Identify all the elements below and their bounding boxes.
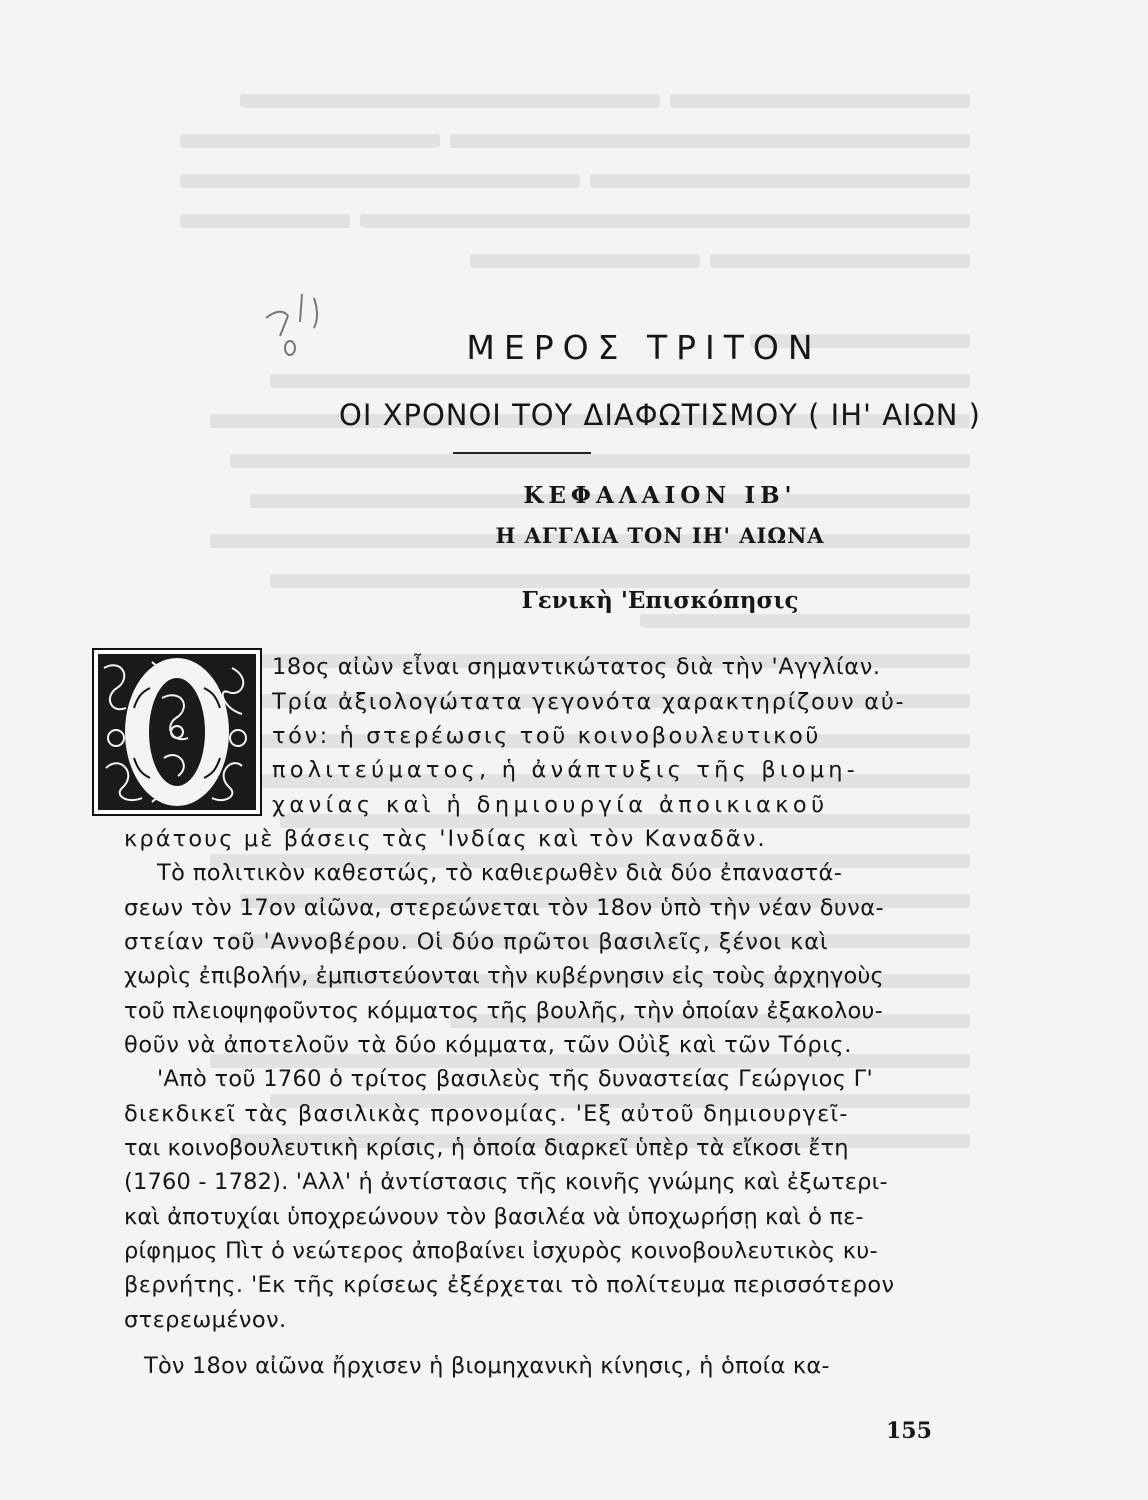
text-line-21: Τὸν 18ον αἰῶνα ἤρχισεν ἡ βιομηχανικὴ κίνησις, ἡ ὁποία κα- (144, 1353, 830, 1379)
part-title: ΜΕΡΟΣ ΤΡΙΤΟΝ (466, 328, 822, 367)
text-line-2: Τρία ἀξιολογώτατα γεγονότα χαρακτηρίζουν αὐ- (272, 689, 906, 715)
text-line-14: διεκδικεῖ τὰς βασιλικὰς προνομίας. 'Εξ αὐτοῦ δημιουργεῖ- (124, 1101, 849, 1127)
text-line-9: στείαν τοῦ 'Αννοβέρου. Οἱ δύο πρῶτοι βασιλεῖς, ξένοι καὶ (124, 929, 829, 955)
dropcap-letter: Ο (177, 748, 178, 749)
section-title: Γενικὴ 'Επισκόπησις (521, 587, 799, 614)
text-line-1: 18ος αἰὼν εἶναι σημαντικώτατος διὰ τὴν 'Αγγλίαν. (272, 654, 881, 680)
text-line-4: πολιτεύματος, ἡ ἀνάπτυξις τῆς βιομη- (272, 757, 860, 783)
text-line-11: τοῦ πλειοψηφοῦντος κόμματος τῆς βουλῆς, τὴν ὁποίαν ἐξακολου- (124, 998, 883, 1024)
text-line-7: Τὸ πολιτικὸν καθεστώς, τὸ καθιερωθὲν διὰ δύο ἐπαναστά- (157, 860, 843, 886)
chapter-label: ΚΕΦΑΛΑΙΟΝ ΙΒ' (523, 482, 797, 509)
text-line-15: ται κοινοβουλευτικὴ κρίσις, ἡ ὁποία διαρκεῖ ὑπὲρ τὰ εἴκοσι ἔτη (124, 1135, 849, 1161)
text-line-16: (1760 - 1782). 'Αλλ' ἡ ἀντίστασις τῆς κοινῆς γνώμης καὶ ἐξωτερι- (124, 1169, 888, 1195)
text-line-19: βερνήτης. 'Εκ τῆς κρίσεως ἐξέρχεται τὸ πολίτευμα περισσότερον (124, 1272, 895, 1298)
chapter-title: Η ΑΓΓΛΙΑ ΤΟΝ ΙΗ' ΑΙΩΝΑ (495, 523, 825, 548)
text-line-17: καὶ ἀποτυχίαι ὑποχρεώνουν τὸν βασιλέα νὰ ὑποχωρήσῃ καὶ ὁ πε- (124, 1204, 864, 1230)
text-line-20: στερεωμένον. (124, 1307, 287, 1333)
text-line-3: τόν: ἡ στερέωσις τοῦ κοινοβουλευτικοῦ (272, 723, 822, 749)
text-line-13: 'Απὸ τοῦ 1760 ὁ τρίτος βασιλεὺς τῆς δυναστείας Γεώργιος Γ' (157, 1066, 873, 1092)
page-number: 155 (886, 1418, 932, 1444)
text-line-10: χωρὶς ἐπιβολήν, ἐμπιστεύονται τὴν κυβέρνησιν εἰς τοὺς ἀρχηγοὺς (124, 963, 884, 989)
text-line-6: κράτους μὲ βάσεις τὰς 'Ινδίας καὶ τὸν Καναδᾶν. (124, 826, 767, 852)
text-line-8: σεων τὸν 17ον αἰῶνα, στερεώνεται τὸν 18ον ὑπὸ τὴν νέαν δυνα- (124, 895, 884, 921)
text-line-12: θοῦν νὰ ἀποτελοῦν τὰ δύο κόμματα, τῶν Οὐὶξ καὶ τῶν Τόρις. (124, 1032, 852, 1058)
decorative-dropcap (92, 648, 262, 816)
text-line-5: χανίας καὶ ἡ δημιουργία ἀποικιακοῦ (272, 792, 829, 818)
title-divider (453, 452, 591, 454)
era-title: ΟΙ ΧΡΟΝΟΙ ΤΟΥ ΔΙΑΦΩΤΙΣΜΟΥ ( ΙΗ' ΑΙΩΝ ) (339, 398, 981, 432)
text-line-18: ρίφημος Πὶτ ὁ νεώτερος ἀποβαίνει ἰσχυρὸς κοινοβουλευτικὸς κυ- (124, 1238, 878, 1264)
